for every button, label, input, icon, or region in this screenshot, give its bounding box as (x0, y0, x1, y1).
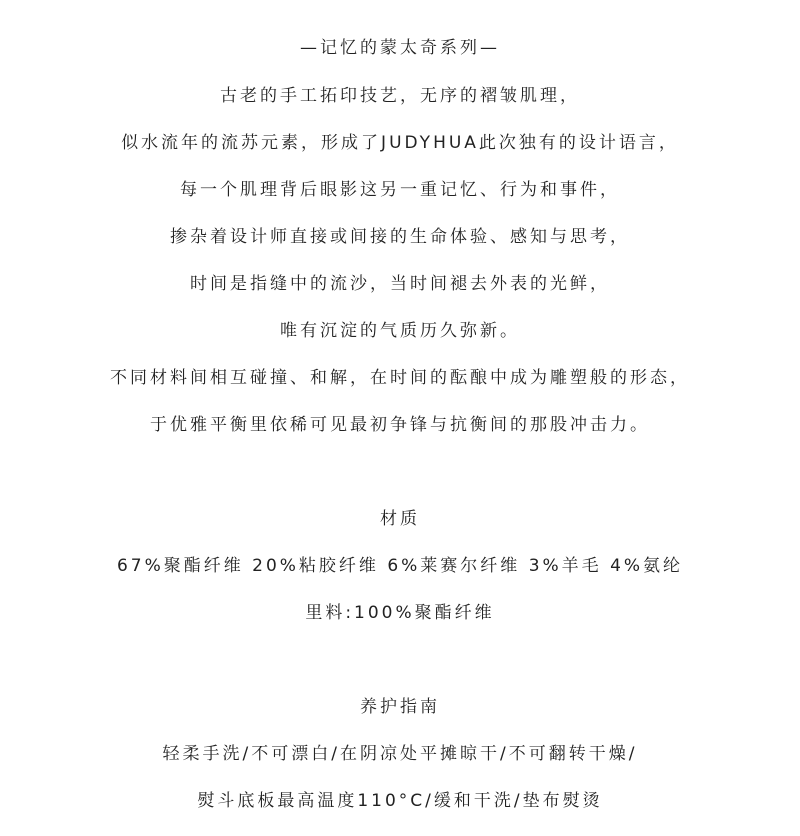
series-title: —记忆的蒙太奇系列— (300, 38, 500, 58)
care-heading: 养护指南 (360, 697, 440, 717)
intro-line: 时间是指缝中的流沙，当时间褪去外表的光鲜， (190, 274, 610, 294)
intro-line: 古老的手工拓印技艺，无序的褶皱肌理， (220, 86, 580, 106)
material-heading: 材质 (380, 509, 420, 529)
intro-line: 每一个肌理背后眼影这另一重记忆、行为和事件， (180, 180, 620, 200)
intro-line: 似水流年的流苏元素，形成了JUDYHUA此次独有的设计语言， (121, 133, 679, 153)
care-line: 轻柔手洗/不可漂白/在阴凉处平摊晾干/不可翻转干燥/ (162, 744, 638, 764)
intro-line: 唯有沉淀的气质历久弥新。 (280, 321, 520, 341)
intro-line: 于优雅平衡里依稀可见最初争锋与抗衡间的那股冲击力。 (150, 415, 650, 435)
intro-line: 掺杂着设计师直接或间接的生命体验、感知与思考， (170, 227, 630, 247)
material-composition: 67%聚酯纤维 20%粘胶纤维 6%莱赛尔纤维 3%羊毛 4%氨纶 (116, 556, 684, 576)
care-line: 熨斗底板最高温度110°C/缓和干洗/垫布熨烫 (197, 791, 603, 811)
material-lining: 里料:100%聚酯纤维 (305, 603, 495, 623)
intro-line: 不同材料间相互碰撞、和解，在时间的酝酿中成为雕塑般的形态， (110, 368, 690, 388)
